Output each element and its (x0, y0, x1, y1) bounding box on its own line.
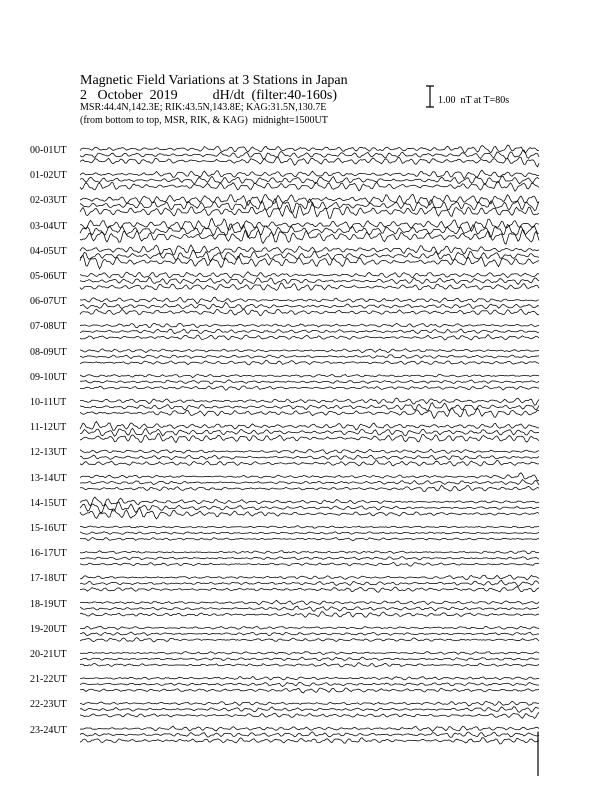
trace-msr (80, 587, 539, 593)
hour-label: 13-14UT (30, 472, 67, 484)
trace-msr (80, 460, 539, 466)
chart-quantity: dH/dt (filter:40-160s) (212, 88, 338, 103)
trace-kag (80, 726, 539, 731)
trace-kag (80, 145, 539, 153)
hour-label: 22-23UT (30, 699, 67, 711)
trace-kag (80, 194, 539, 205)
trace-kag (80, 526, 539, 529)
trace-rik (80, 355, 539, 359)
trace-msr (80, 157, 539, 167)
trace-msr (80, 283, 539, 291)
trace-rik (80, 480, 539, 486)
trace-kag (80, 422, 539, 431)
scale-bar-label: 1.00 nT at T=80s (438, 95, 510, 106)
trace-kag (80, 551, 539, 554)
trace-msr (80, 309, 539, 316)
chart-title: Magnetic Field Variations at 3 Stations in Japan (80, 73, 348, 88)
trace-kag (80, 218, 539, 231)
trace-msr (80, 181, 539, 191)
chart-date: 2 October 2019 (80, 88, 178, 103)
hour-label: 04-05UT (30, 245, 67, 257)
hour-label: 01-02UT (30, 170, 67, 182)
trace-rik (80, 657, 539, 661)
trace-kag (80, 374, 539, 377)
trace-rik (80, 455, 539, 460)
hour-label: 18-19UT (30, 598, 67, 610)
trace-kag (80, 626, 539, 629)
trace-kag (80, 297, 539, 304)
trace-kag (80, 575, 539, 580)
trace-kag (80, 497, 539, 506)
hour-label: 05-06UT (30, 271, 67, 282)
hour-label: 19-20UT (30, 623, 67, 635)
trace-kag (80, 245, 539, 255)
station-coordinates: MSR:44.4N,142.3E; RIK:43.5N,143.8E; KAG:31.5N,130.7E (80, 102, 327, 113)
trace-msr (80, 712, 539, 718)
hour-label: 08-09UT (30, 346, 67, 358)
hour-label: 02-03UT (30, 195, 67, 207)
trace-kag (80, 170, 539, 178)
hour-label: 14-15UT (30, 497, 67, 509)
trace-rik (80, 532, 539, 535)
trace-rik (80, 632, 539, 636)
hour-label: 00-01UT (30, 145, 67, 156)
scale-bar (426, 86, 434, 107)
trace-rik (80, 302, 539, 309)
trace-rik (80, 580, 539, 586)
trace-rik (80, 707, 539, 713)
trace-msr (80, 485, 539, 491)
trace-kag (80, 473, 539, 481)
trace-rik (80, 176, 539, 184)
trace-kag (80, 323, 539, 328)
trace-rik (80, 606, 539, 611)
trace-msr (80, 335, 539, 340)
hour-label: 23-24UT (30, 724, 67, 736)
hour-label: 20-21UT (30, 649, 67, 660)
trace-rik (80, 150, 539, 159)
trace-msr (80, 360, 539, 365)
trace-msr (80, 738, 539, 744)
hour-label: 21-22UT (30, 674, 67, 686)
trace-rik (80, 732, 539, 738)
trace-msr (80, 562, 539, 566)
hour-label: 12-13UT (30, 447, 67, 459)
hour-label: 09-10UT (30, 371, 67, 383)
hour-label: 11-12UT (30, 422, 67, 434)
trace-rik (80, 502, 539, 514)
trace-msr (80, 612, 539, 618)
trace-msr (80, 229, 539, 244)
trace-rik (80, 329, 539, 334)
trace-kag (80, 652, 539, 655)
station-order-note: (from bottom to top, MSR, RIK, & KAG) midnight=1500UT (80, 115, 328, 126)
trace-kag (80, 701, 539, 706)
hour-label: 15-16UT (30, 523, 67, 534)
trace-rik (80, 380, 539, 384)
trace-kag (80, 600, 539, 604)
trace-rik (80, 428, 539, 436)
trace-rik (80, 682, 539, 686)
trace-msr (80, 538, 539, 541)
trace-rik (80, 278, 539, 285)
hour-label: 03-04UT (30, 220, 67, 232)
trace-rik (80, 557, 539, 560)
trace-rik (80, 224, 539, 238)
trace-kag (80, 677, 539, 680)
hour-label: 17-18UT (30, 573, 67, 585)
trace-msr (80, 638, 539, 642)
trace-kag (80, 449, 539, 454)
trace-rik (80, 403, 539, 411)
trace-kag (80, 398, 539, 405)
hour-label: 10-11UT (30, 397, 67, 408)
trace-msr (80, 386, 539, 390)
hour-label: 07-08UT (30, 321, 67, 333)
trace-kag (80, 272, 539, 278)
trace-msr (80, 434, 539, 443)
trace-msr (80, 408, 539, 419)
trace-kag (80, 349, 539, 353)
trace-msr (80, 688, 539, 693)
hour-label: 16-17UT (30, 548, 67, 560)
hour-label: 06-07UT (30, 296, 67, 308)
trace-msr (80, 663, 539, 667)
